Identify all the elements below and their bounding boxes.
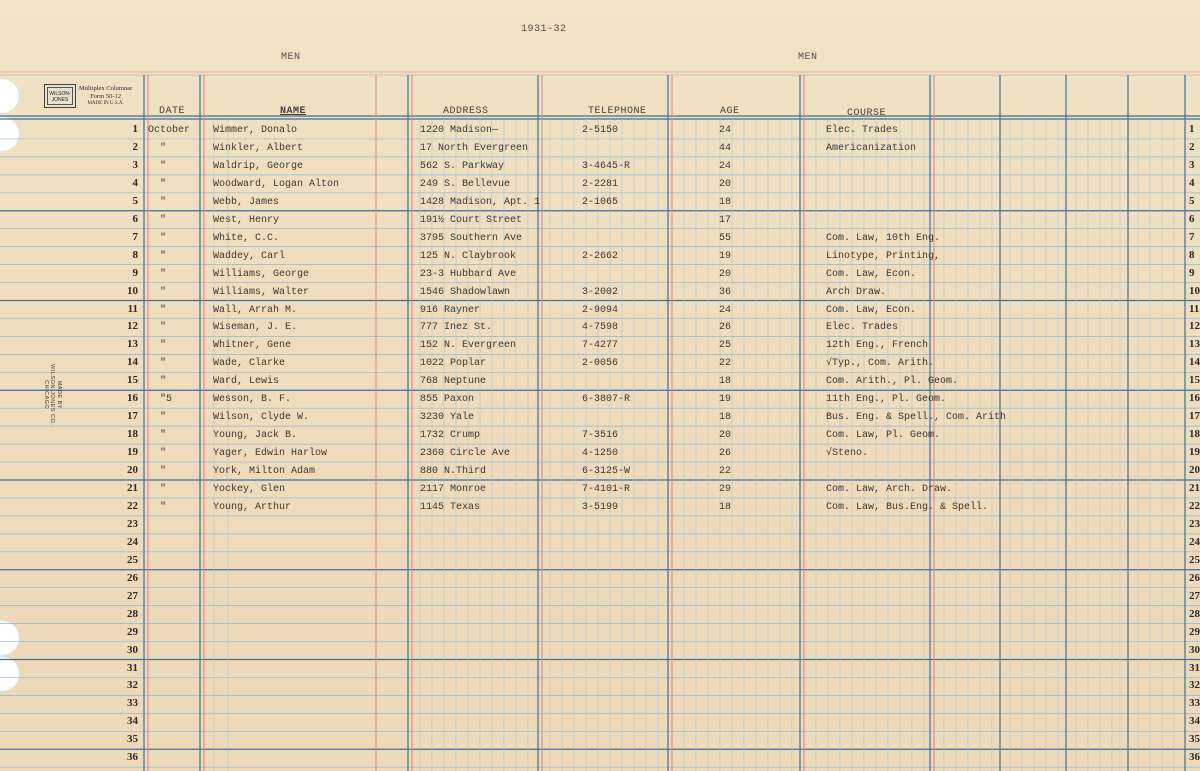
row-number-right: 9 [1189,266,1195,279]
cell-age: 26 [719,448,732,460]
cell-course: Linotype, Printing, [826,250,941,262]
cell-address: 916 Rayner [420,304,481,316]
cell-date: " [160,448,167,460]
cell-date: " [160,322,167,334]
cell-date: " [160,340,167,352]
cell-address: 1732 Crump [420,430,481,442]
row-number: 25 [127,553,138,566]
column-header-name: NAME [280,106,307,117]
row-number: 32 [127,679,138,692]
cell-course: Com. Law, Econ. [826,268,917,280]
cell-name: Wimmer, Donalo [213,125,298,136]
cell-telephone: 6-3125-W [582,466,631,478]
row-number: 21 [127,482,138,494]
row-number-right: 28 [1189,607,1200,620]
column-header-age: AGE [720,106,740,117]
cell-date: " [160,412,167,424]
row-number: 12 [127,320,138,333]
row-number: 31 [127,661,138,674]
cell-address: 2360 Circle Ave [420,448,511,460]
row-number-right: 15 [1189,374,1200,387]
row-number: 29 [127,625,138,638]
cell-age: 22 [719,358,732,370]
row-number-right: 6 [1189,212,1195,225]
cell-course: Com. Arith., Pl. Geom. [826,376,959,388]
side-mark-2: WILSON-JONES CO. [49,364,56,426]
row-number-right: 14 [1189,356,1200,369]
cell-date: " [160,358,167,370]
row-number-right: 13 [1189,338,1200,351]
cell-date: " [160,250,167,262]
wilson-jones-logo [44,84,76,108]
cell-date: " [160,268,167,280]
row-number: 13 [127,338,138,351]
cell-address: 1145 Texas [420,501,481,513]
row-number-right: 7 [1189,230,1195,243]
cell-address: 777 Inez St. [420,322,493,334]
cell-age: 25 [719,340,732,352]
cell-date: " [160,232,167,244]
row-number: 5 [132,194,138,207]
cell-name: Young, Arthur [213,501,292,513]
cell-age: 18 [719,376,732,388]
row-number: 18 [127,428,138,441]
cell-date: " [160,304,167,316]
cell-name: Wesson, B. F. [213,394,292,406]
cell-telephone: 7-4277 [582,340,619,352]
row-number-right: 33 [1189,697,1200,710]
cell-address: 880 N.Third [420,466,487,478]
cell-address: 152 N. Evergreen [420,340,517,352]
row-number-right: 16 [1189,392,1200,405]
cell-telephone: 2-2281 [582,178,619,190]
cell-name: York, Milton Adam [213,466,316,478]
cell-course: Elec. Trades [826,322,899,334]
row-number: 8 [132,248,138,261]
cell-course: √Steno. [826,448,869,460]
cell-date: " [160,501,167,513]
cell-address: 1546 Shadowlawn [420,286,511,298]
form-number: Form 50-12 [90,92,122,100]
cell-address: 1428 Madison, Apt. 1 [420,196,541,208]
row-number: 10 [127,284,138,297]
row-number-right: 5 [1189,194,1195,207]
row-number: 33 [127,697,138,710]
cell-age: 20 [719,268,732,280]
row-number-right: 27 [1189,589,1200,602]
row-number: 34 [127,715,138,728]
cell-age: 44 [719,142,732,154]
cell-address: 3230 Yale [420,412,475,424]
cell-date: " [160,196,167,208]
cell-address: 3795 Southern Ave [420,232,523,244]
row-number: 30 [127,643,138,656]
section-label-left: MEN [281,52,301,63]
cell-address: 2117 Monroe [420,484,487,495]
cell-name: Yager, Edwin Harlow [213,448,328,460]
page-year: 1931-32 [521,24,567,35]
cell-age: 18 [719,196,732,208]
row-number-right: 17 [1189,410,1200,423]
row-number-right: 29 [1189,625,1200,638]
cell-address: 1022 Poplar [420,358,487,370]
cell-address: 17 North Evergreen [420,142,529,154]
row-number-right: 31 [1189,661,1200,674]
cell-name: Wiseman, J. E. [213,322,298,334]
cell-date: " [160,466,167,478]
cell-date: " [160,376,167,388]
row-number: 14 [127,356,138,369]
row-number-right: 23 [1189,517,1200,530]
row-number: 36 [127,751,138,764]
row-number: 9 [132,266,138,279]
row-number: 2 [132,140,138,153]
cell-age: 18 [719,501,732,513]
row-number-right: 19 [1189,446,1200,459]
row-number-right: 26 [1189,571,1200,584]
cell-age: 19 [719,394,732,406]
cell-telephone: 2-0056 [582,358,619,370]
cell-date: " [160,160,167,172]
row-number-right: 1 [1189,123,1195,135]
row-number-right: 18 [1189,428,1200,441]
form-brand-line: Multiplex Columnar [79,85,133,92]
cell-address: 23-3 Hubbard Ave [420,268,517,280]
row-number: 4 [132,176,138,189]
cell-age: 20 [719,430,732,442]
cell-address: 562 S. Parkway [420,160,505,172]
cell-address: 768 Neptune [420,376,487,388]
cell-name: Waddey, Carl [213,250,286,262]
cell-date: " [160,484,167,495]
cell-telephone: 2-2662 [582,250,619,262]
row-number: 22 [127,499,138,512]
form-info [79,85,132,108]
cell-name: White, C.C. [213,232,280,244]
cell-age: 24 [719,304,732,316]
cell-age: 18 [719,412,732,424]
cell-telephone: 2-5150 [582,125,619,136]
row-number-right: 24 [1189,535,1200,548]
cell-telephone: 3-2002 [582,286,619,298]
column-header-address: ADDRESS [443,106,489,117]
row-number: 15 [127,374,138,387]
cell-course: Com. Law, Arch. Draw. [826,484,953,495]
cell-course: Com. Law, 10th Eng. [826,232,941,244]
row-number: 27 [127,589,138,602]
cell-course: Com. Law, Pl. Geom. [826,430,941,442]
cell-telephone: 7-3516 [582,430,619,442]
cell-age: 24 [719,125,732,136]
row-number: 24 [127,535,138,548]
cell-date: " [160,430,167,442]
cell-address: 191½ Court Street [420,214,523,226]
cell-course: Com. Law, Econ. [826,304,917,316]
cell-course: Com. Law, Bus.Eng. & Spell. [826,501,989,513]
cell-telephone: 2-1065 [582,196,619,208]
cell-age: 26 [719,322,732,334]
cell-date: " [160,142,167,154]
side-mark-1: MADE BY [55,380,62,409]
column-header-telephone: TELEPHONE [588,106,647,117]
row-number: 17 [127,410,138,423]
cell-telephone: 4-1250 [582,448,619,460]
maker-side-mark [42,345,62,445]
cell-course: Bus. Eng. & Spell., Com. Arith [826,412,1007,424]
row-number: 16 [127,392,138,405]
cell-name: Winkler, Albert [213,142,304,154]
cell-age: 17 [719,214,732,226]
cell-age: 55 [719,232,732,244]
cell-name: Wade, Clarke [213,358,286,370]
cell-course: Arch Draw. [826,286,887,298]
cell-course: 12th Eng., French [826,340,929,352]
cell-age: 36 [719,286,732,298]
cell-telephone: 3-4645-R [582,160,631,172]
cell-address: 125 N. Claybrook [420,250,517,262]
cell-age: 29 [719,484,732,495]
cell-age: 24 [719,160,732,172]
cell-course: Elec. Trades [826,125,899,136]
cell-name: Williams, George [213,268,310,280]
row-number: 23 [127,517,138,530]
cell-date: " [160,286,167,298]
cell-age: 22 [719,466,732,478]
row-number-right: 8 [1189,248,1195,261]
cell-name: Webb, James [213,196,280,208]
row-number-right: 10 [1189,284,1200,297]
row-number-right: 22 [1189,499,1200,512]
cell-name: Woodward, Logan Alton [213,178,340,190]
cell-name: Yockey, Glen [213,484,286,495]
cell-address: 1220 Madison— [420,125,499,136]
row-number-right: 3 [1189,158,1195,171]
cell-name: Waldrip, George [213,160,304,172]
cell-address: 855 Paxon [420,394,475,406]
row-number: 20 [127,464,138,477]
cell-date: " [160,214,167,226]
row-number-right: 34 [1189,715,1200,728]
cell-name: Williams, Walter [213,286,310,298]
cell-name: Whitner, Gene [213,340,292,352]
row-number: 6 [132,212,138,225]
row-number-right: 20 [1189,464,1200,477]
row-number: 1 [132,123,138,135]
row-number-right: 35 [1189,733,1200,746]
column-header-date: DATE [159,106,186,117]
row-number-right: 2 [1189,140,1195,153]
row-number: 11 [127,302,138,315]
cell-age: 19 [719,250,732,262]
cell-name: West, Henry [213,214,280,226]
cell-course: √Typ., Com. Arith. [826,358,935,370]
cell-date: "5 [160,394,173,406]
cell-telephone: 2-9094 [582,304,619,316]
row-number-right: 11 [1189,302,1200,315]
side-mark-3: CHICAGO [42,380,49,410]
row-number: 7 [132,230,138,243]
row-number: 35 [127,733,138,746]
row-number-right: 25 [1189,553,1200,566]
section-label-right: MEN [798,52,818,63]
cell-telephone: 7-4101-R [582,484,631,495]
column-header-course: COURSE [847,108,887,119]
row-number: 3 [132,158,138,171]
cell-name: Young, Jack B. [213,430,298,442]
cell-course: Americanization [826,142,917,154]
row-number: 19 [127,446,138,459]
cell-course: 11th Eng., Pl. Geom. [826,394,947,406]
cell-date: " [160,178,167,190]
row-number: 26 [127,571,138,584]
cell-address: 249 S. Bellevue [420,178,511,190]
row-number-right: 36 [1189,751,1200,764]
cell-age: 20 [719,178,732,190]
cell-telephone: 6-3807-R [582,394,631,406]
cell-telephone: 4-7598 [582,322,619,334]
row-number-right: 12 [1189,320,1200,333]
cell-name: Wilson, Clyde W. [213,412,310,424]
row-number-right: 21 [1189,482,1200,494]
cell-name: Wall, Arrah M. [213,304,298,316]
form-made-in: MADE IN U.S.A. [87,101,124,106]
row-number-right: 32 [1189,679,1200,692]
row-number-right: 4 [1189,176,1195,189]
cell-date: October [148,125,191,136]
cell-telephone: 3-5199 [582,501,619,513]
logo-text: WILSON-JONES [49,91,71,103]
row-number: 28 [127,607,138,620]
row-number-right: 30 [1189,643,1200,656]
cell-name: Ward, Lewis [213,376,280,388]
